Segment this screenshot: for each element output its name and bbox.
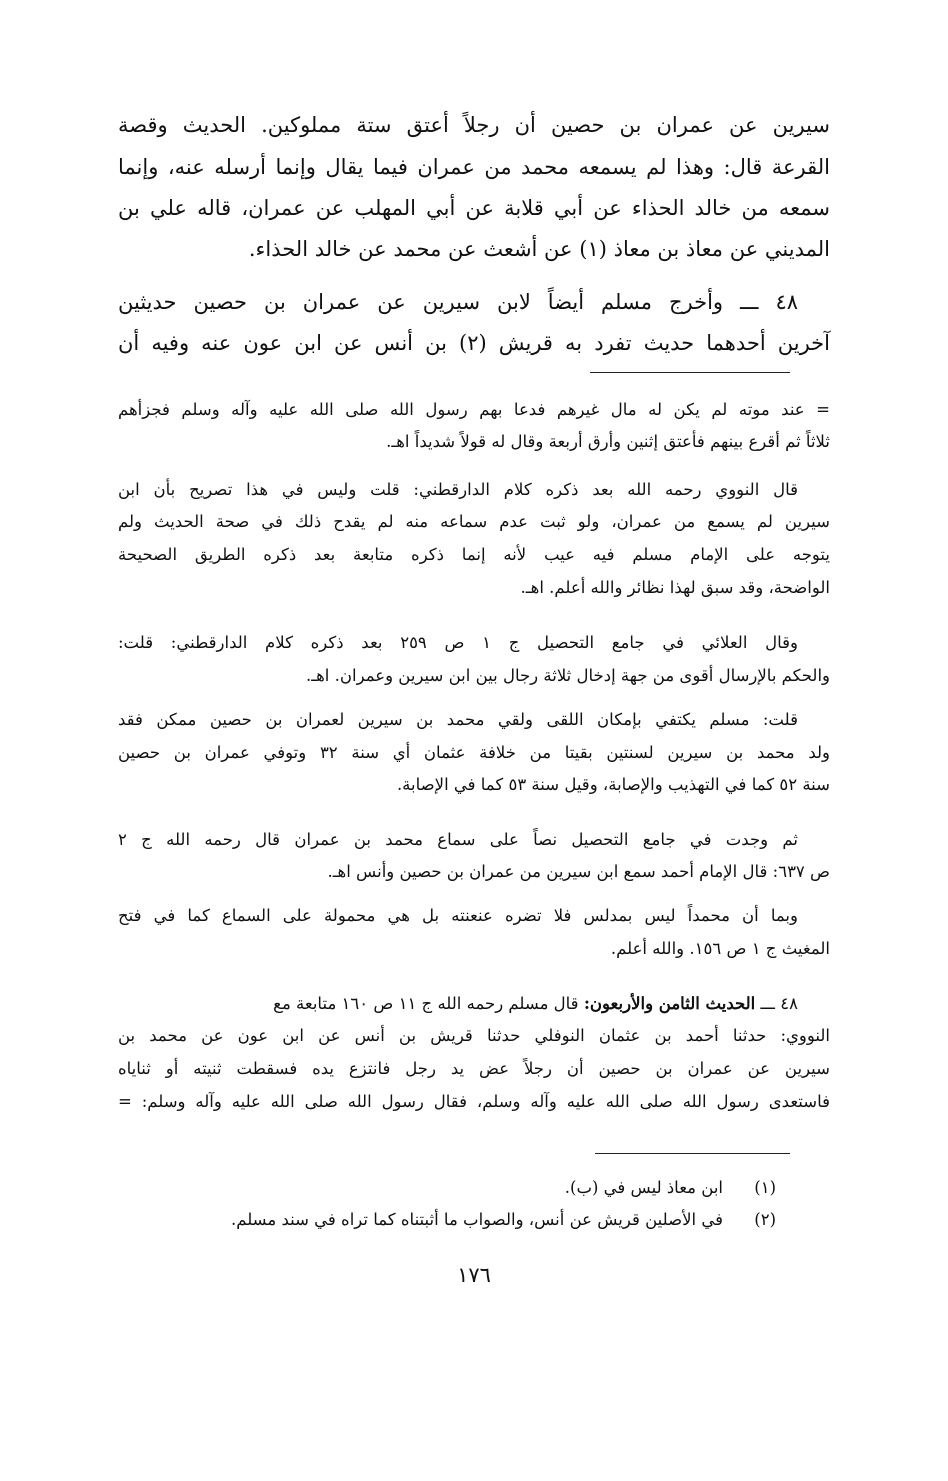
footnote-text: ابن معاذ ليس في (ب). (564, 1178, 723, 1197)
note-line: وبما أن محمداً ليس بمدلس فلا تضره عنعنته بل هي محمولة على السماع كما في فتح (118, 906, 798, 925)
note-line: ثلاثاً ثم أقرع بينهم فأعتق إثنين وأرق أربعة وقال له قولاً شديداً اهـ. (386, 432, 830, 451)
main-text-line: سمعه من خالد الحذاء عن أبي قلابة عن أبي المهلب عن عمران، قاله علي بن (118, 196, 830, 220)
note-line: قلت: مسلم يكتفي بإمكان اللقى ولقي محمد بن سيرين لعمران بن حصين ممكن فقد (118, 710, 798, 729)
note-line: والحكم بالإرسال أقوى من جهة إدخال ثلاثة رجال بين ابن سيرين وعمران. اهـ. (306, 666, 830, 685)
section-number: ٤٨ ـــ (760, 994, 798, 1013)
separator-rule (590, 372, 790, 373)
section-heading-text: قال مسلم رحمه الله ج ١١ ص ١٦٠ متابعة مع (273, 994, 579, 1013)
note-line: وقال العلائي في جامع التحصيل ج ١ ص ٢٥٩ بعد ذكره كلام الدارقطني: قلت: (118, 633, 798, 652)
note-line: الواضحة، وقد سبق لهذا نظائر والله أعلم. اهـ. (520, 578, 830, 597)
section-title: الحديث الثامن والأربعون: (583, 994, 756, 1013)
footnote-number: (١) (754, 1178, 776, 1197)
note-line: سيرين لم يسمع من عمران، ولو ثبت عدم سماعه منه لم يقدح ذلك في صحة الحديث ولم (118, 512, 830, 531)
main-text-line: آخرين أحدهما حديث تفرد به قريش (٢) بن أنس عن ابن عون عنه وفيه أن (118, 331, 830, 355)
note-line: = عند موته لم يكن له مال غيرهم فدعا بهم رسول الله صلى الله عليه وآله وسلم فجزأهم (118, 400, 831, 419)
note-line: المغيث ج ١ ص ١٥٦. والله أعلم. (610, 939, 830, 958)
note-line: النووي: حدثنا أحمد بن عثمان النوفلي حدثنا قريش بن أنس عن ابن عون عن محمد بن (118, 1026, 830, 1045)
footnote-text: في الأصلين قريش عن أنس، والصواب ما أثبتناه كما تراه في سند مسلم. (230, 1210, 723, 1229)
note-line: يتوجه على الإمام مسلم فيه عيب لأنه إنما ذكره متابعة بعد ذكره الطريق الصحيحة (118, 545, 830, 564)
main-text-line: ٤٨ ـــ وأخرج مسلم أيضاً لابن سيرين عن عمران بن حصين حديثين (118, 290, 798, 314)
page-number: ١٧٦ (457, 1263, 491, 1287)
main-text-line: المديني عن معاذ بن معاذ (١) عن أشعث عن محمد عن خالد الحذاء. (248, 237, 830, 261)
note-line: سنة ٥٢ كما في التهذيب والإصابة، وقيل سنة ٥٣ كما في الإصابة. (396, 775, 830, 794)
note-line: ولد محمد بن سيرين لسنتين بقيتا من خلافة عثمان أي سنة ٣٢ وتوفي عمران بن حصين (118, 743, 830, 762)
footnote-separator (595, 1153, 790, 1154)
note-line: سيرين عن عمران بن حصين أن رجلاً عض يد رجل فانتزع يده فسقطت ثنيته أو ثناياه (118, 1059, 830, 1078)
footnote-number: (٢) (754, 1210, 776, 1229)
note-line: قال النووي رحمه الله بعد ذكره كلام الدارقطني: قلت وليس في هذا تصريح بأن ابن (118, 480, 798, 499)
main-text-line: سيرين عن عمران بن حصين أن رجلاً أعتق ستة مملوكين. الحديث وقصة (118, 113, 830, 137)
note-line: فاستعدى رسول الله صلى الله عليه وآله وسلم، فقال رسول الله صلى الله عليه وآله وسلم: = (118, 1092, 830, 1111)
section-heading-line (118, 994, 830, 1014)
note-line: ثم وجدت في جامع التحصيل نصاً على سماع محمد بن عمران قال رحمه الله ج ٢ (118, 830, 798, 849)
note-line: ص ٦٣٧: قال الإمام أحمد سمع ابن سيرين من عمران بن حصين وأنس اهـ. (327, 862, 830, 881)
main-text-line: القرعة قال: وهذا لم يسمعه محمد من عمران فيما يقال وإنما أرسله عنه، وإنما (118, 155, 830, 179)
